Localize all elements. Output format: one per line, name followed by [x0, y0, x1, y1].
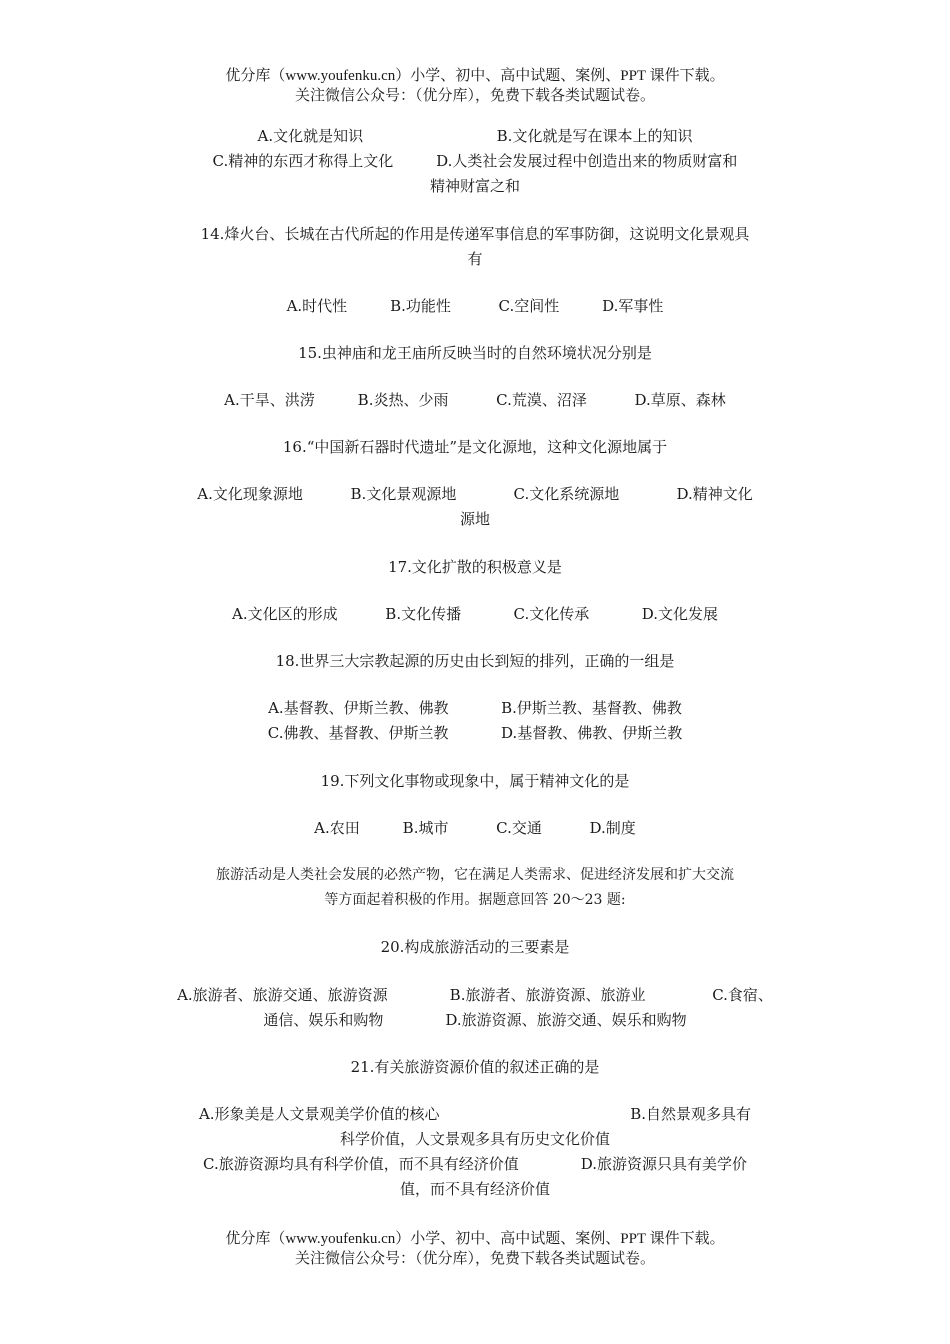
q18-options-line-1: A.基督教、伊斯兰教、佛教 B.伊斯兰教、基督教、佛教: [268, 699, 682, 717]
q14-options: A.时代性 B.功能性 C.空间性 D.军事性: [286, 297, 664, 315]
q16-stem: 16.“中国新石器时代遗址”是文化源地，这种文化源地属于: [282, 438, 668, 456]
q15-options: A.干旱、洪涝 B.炎热、少雨 C.荒漠、沼泽 D.草原、森林: [224, 391, 726, 409]
q21-options-line-3: C.旅游资源均具有科学价值，而不具有经济价值 D.旅游资源只具有美学价: [203, 1155, 747, 1173]
q13-options-line-2: C.精神的东西才称得上文化 D.人类社会发展过程中创造出来的物质财富和: [212, 152, 738, 170]
q17-stem: 17.文化扩散的积极意义是: [388, 558, 562, 576]
q20-options-line-1: A.旅游者、旅游交通、旅游资源 B.旅游者、旅游资源、旅游业 C.食宿、: [177, 986, 773, 1004]
footer-line-2: 关注微信公众号：（优分库），免费下载各类试题试卷。: [294, 1251, 655, 1267]
q21-options-line-2: 科学价值，人文景观多具有历史文化价值: [339, 1130, 610, 1148]
intro-line-1: 旅游活动是人类社会发展的必然产物，它在满足人类需求、促进经济发展和扩大交流: [216, 867, 734, 883]
q14-stem-line-2: 有: [467, 250, 483, 268]
intro-line-2: 等方面起着积极的作用。据题意回答 20～23 题:: [324, 892, 626, 908]
q21-options-line-1: A.形象美是人文景观美学价值的核心 B.自然景观多具有: [198, 1105, 752, 1123]
q19-stem: 19.下列文化事物或现象中，属于精神文化的是: [320, 772, 630, 790]
footer-line-1: 优分库（www.youfenku.cn）小学、初中、高中试题、案例、PPT 课件下载。: [225, 1231, 725, 1247]
q20-stem: 20.构成旅游活动的三要素是: [380, 938, 570, 956]
q18-options-line-2: C.佛教、基督教、伊斯兰教 D.基督教、佛教、伊斯兰教: [267, 724, 683, 742]
q18-stem: 18.世界三大宗教起源的历史由长到短的排列，正确的一组是: [275, 652, 675, 670]
q15-stem: 15.虫神庙和龙王庙所反映当时的自然环境状况分别是: [298, 344, 652, 362]
q21-options-line-4: 值，而不具有经济价值: [399, 1180, 550, 1198]
header-line-1: 优分库（www.youfenku.cn）小学、初中、高中试题、案例、PPT 课件下载。: [225, 68, 725, 84]
q13-options-line-1: A.文化就是知识 B.文化就是写在课本上的知识: [257, 127, 693, 145]
header-line-2: 关注微信公众号：（优分库），免费下载各类试题试卷。: [294, 88, 655, 104]
q13-options-line-3: 精神财富之和: [429, 177, 520, 195]
q14-stem-line-1: 14.烽火台、长城在古代所起的作用是传递军事信息的军事防御，这说明文化景观具: [200, 225, 750, 243]
q16-options-line-2: 源地: [459, 510, 490, 528]
q17-options: A.文化区的形成 B.文化传播 C.文化传承 D.文化发展: [232, 605, 718, 623]
q19-options: A.农田 B.城市 C.交通 D.制度: [314, 819, 636, 837]
q21-stem: 21.有关旅游资源价值的叙述正确的是: [350, 1058, 600, 1076]
q20-options-line-2: 通信、娱乐和购物 D.旅游资源、旅游交通、娱乐和购物: [263, 1011, 687, 1029]
q16-options-line-1: A.文化现象源地 B.文化景观源地 C.文化系统源地 D.精神文化: [197, 485, 753, 503]
